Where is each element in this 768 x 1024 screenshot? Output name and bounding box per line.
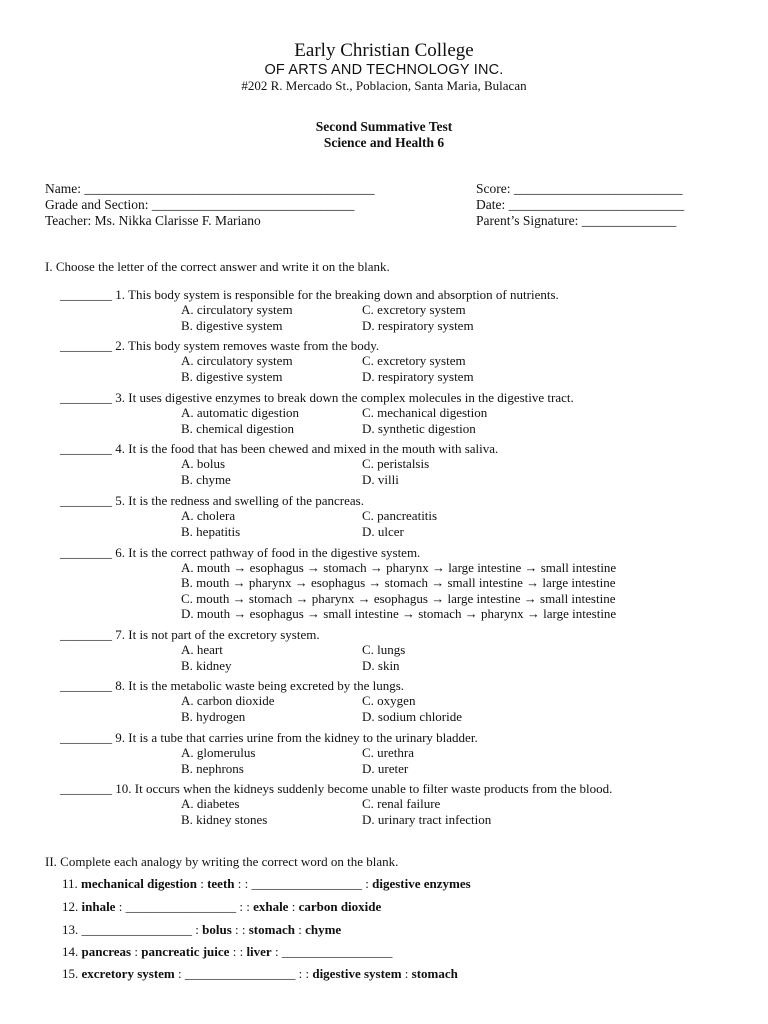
option-6a: A. mouth → esophagus → stomach → pharynx → large intestine → small intestine: [181, 560, 617, 575]
option-10c: C. renal failure: [362, 796, 441, 811]
option-7d: D. skin: [362, 658, 400, 673]
parent-signature-field[interactable]: Parent’s Signature: ______________: [476, 213, 677, 228]
option-9c: C. urethra: [362, 745, 414, 760]
score-field[interactable]: Score: _________________________: [476, 181, 683, 196]
analogy-segment: :: [196, 876, 208, 891]
analogy-segment: inhale: [81, 899, 116, 914]
option-8c: C. oxygen: [362, 693, 416, 708]
option-6d: D. mouth → esophagus → small intestine → stomach → pharynx → large intestine: [181, 606, 617, 621]
option-10b: B. kidney stones: [181, 812, 268, 827]
part1-instruction: I. Choose the letter of the correct answer and write it on the blank.: [45, 259, 390, 274]
option-8d: D. sodium chloride: [362, 709, 463, 724]
question-10: ________ 10. It occurs when the kidneys suddenly become unable to filter waste products from the blood.: [60, 781, 613, 796]
analogy-segment: :: [288, 899, 299, 914]
option-6b: B. mouth → pharynx → esophagus → stomach → small intestine → large intestine: [181, 575, 616, 590]
question-9: ________ 9. It is a tube that carries urine from the kidney to the urinary bladder.: [60, 730, 478, 745]
analogy-15: [62, 966, 458, 982]
analogy-segment: : _________________ : :: [115, 899, 254, 914]
analogy-14: [62, 944, 392, 960]
option-4b: B. chyme: [181, 472, 231, 487]
analogy-13: [62, 922, 341, 938]
option-7c: C. lungs: [362, 642, 406, 657]
analogy-segment: exhale: [253, 899, 289, 914]
option-5a: A. cholera: [181, 508, 236, 523]
option-5b: B. hepatitis: [181, 524, 241, 539]
analogy-segment: 14.: [62, 944, 82, 959]
analogy-segment: 13. _________________ :: [62, 922, 203, 937]
analogy-segment: stomach: [248, 922, 295, 937]
option-1a: A. circulatory system: [181, 302, 293, 317]
analogy-segment: stomach: [411, 966, 458, 981]
school-subtitle: OF ARTS AND TECHNOLOGY INC.: [264, 62, 504, 78]
option-1c: C. excretory system: [362, 302, 466, 317]
analogy-segment: 11.: [62, 876, 82, 891]
analogy-segment: pancreatic juice: [141, 944, 230, 959]
school-name: Early Christian College: [294, 40, 474, 61]
option-2d: D. respiratory system: [362, 369, 474, 384]
analogy-segment: : : _________________ :: [234, 876, 373, 891]
analogy-segment: pancreas: [81, 944, 132, 959]
question-8: ________ 8. It is the metabolic waste being excreted by the lungs.: [60, 678, 405, 693]
analogy-segment: 12.: [62, 899, 82, 914]
analogy-segment: liver: [246, 944, 272, 959]
option-4d: D. villi: [362, 472, 399, 487]
school-address: #202 R. Mercado St., Poblacion, Santa Maria, Bulacan: [241, 78, 527, 93]
option-9a: A. glomerulus: [181, 745, 256, 760]
analogy-segment: :: [401, 966, 412, 981]
option-2b: B. digestive system: [181, 369, 283, 384]
analogy-segment: digestive system: [312, 966, 402, 981]
analogy-segment: 15.: [62, 966, 82, 981]
option-3a: A. automatic digestion: [181, 405, 300, 420]
analogy-segment: : :: [231, 922, 249, 937]
option-8a: A. carbon dioxide: [181, 693, 275, 708]
analogy-segment: mechanical digestion: [81, 876, 197, 891]
question-4: ________ 4. It is the food that has been chewed and mixed in the mouth with saliva.: [60, 441, 499, 456]
option-4a: A. bolus: [181, 456, 226, 471]
analogy-segment: :: [131, 944, 142, 959]
option-10d: D. urinary tract infection: [362, 812, 492, 827]
analogy-segment: : :: [229, 944, 247, 959]
option-10a: A. diabetes: [181, 796, 240, 811]
option-3b: B. chemical digestion: [181, 421, 295, 436]
option-9d: D. ureter: [362, 761, 409, 776]
option-1d: D. respiratory system: [362, 318, 474, 333]
question-7: ________ 7. It is not part of the excretory system.: [60, 627, 320, 642]
question-3: ________ 3. It uses digestive enzymes to break down the complex molecules in the digestive tract.: [60, 390, 574, 405]
analogy-12: [62, 899, 381, 915]
analogy-segment: teeth: [207, 876, 235, 891]
analogy-segment: digestive enzymes: [372, 876, 471, 891]
teacher-line: Teacher: Ms. Nikka Clarisse F. Mariano: [45, 213, 261, 228]
grade-section-field[interactable]: Grade and Section: ______________________________: [45, 197, 355, 212]
option-8b: B. hydrogen: [181, 709, 246, 724]
analogy-segment: bolus: [202, 922, 232, 937]
test-title: Second Summative Test: [315, 119, 453, 134]
date-field[interactable]: Date: __________________________: [476, 197, 685, 212]
analogy-segment: excretory system: [81, 966, 175, 981]
analogy-segment: : _________________ : :: [174, 966, 313, 981]
option-5c: C. pancreatitis: [362, 508, 438, 523]
analogy-segment: : _________________: [271, 944, 393, 959]
analogy-segment: :: [294, 922, 306, 937]
analogy-segment: chyme: [305, 922, 342, 937]
question-6: ________ 6. It is the correct pathway of food in the digestive system.: [60, 545, 421, 560]
option-1b: B. digestive system: [181, 318, 283, 333]
question-2: ________ 2. This body system removes waste from the body.: [60, 338, 380, 353]
part2-instruction: II. Complete each analogy by writing the correct word on the blank.: [45, 854, 399, 869]
analogy-11: [62, 876, 471, 892]
option-3c: C. mechanical digestion: [362, 405, 488, 420]
option-7a: A. heart: [181, 642, 223, 657]
analogy-segment: carbon dioxide: [298, 899, 382, 914]
option-2c: C. excretory system: [362, 353, 466, 368]
option-2a: A. circulatory system: [181, 353, 293, 368]
name-field[interactable]: Name: ___________________________________________: [45, 181, 375, 196]
option-5d: D. ulcer: [362, 524, 404, 539]
option-7b: B. kidney: [181, 658, 232, 673]
option-3d: D. synthetic digestion: [362, 421, 476, 436]
subject-title: Science and Health 6: [323, 135, 445, 150]
option-4c: C. peristalsis: [362, 456, 430, 471]
option-9b: B. nephrons: [181, 761, 244, 776]
question-5: ________ 5. It is the redness and swelling of the pancreas.: [60, 493, 364, 508]
question-1: ________ 1. This body system is responsible for the breaking down and absorption of nutrients.: [60, 287, 559, 302]
option-6c: C. mouth → stomach → pharynx → esophagus → large intestine → small intestine: [181, 591, 616, 606]
